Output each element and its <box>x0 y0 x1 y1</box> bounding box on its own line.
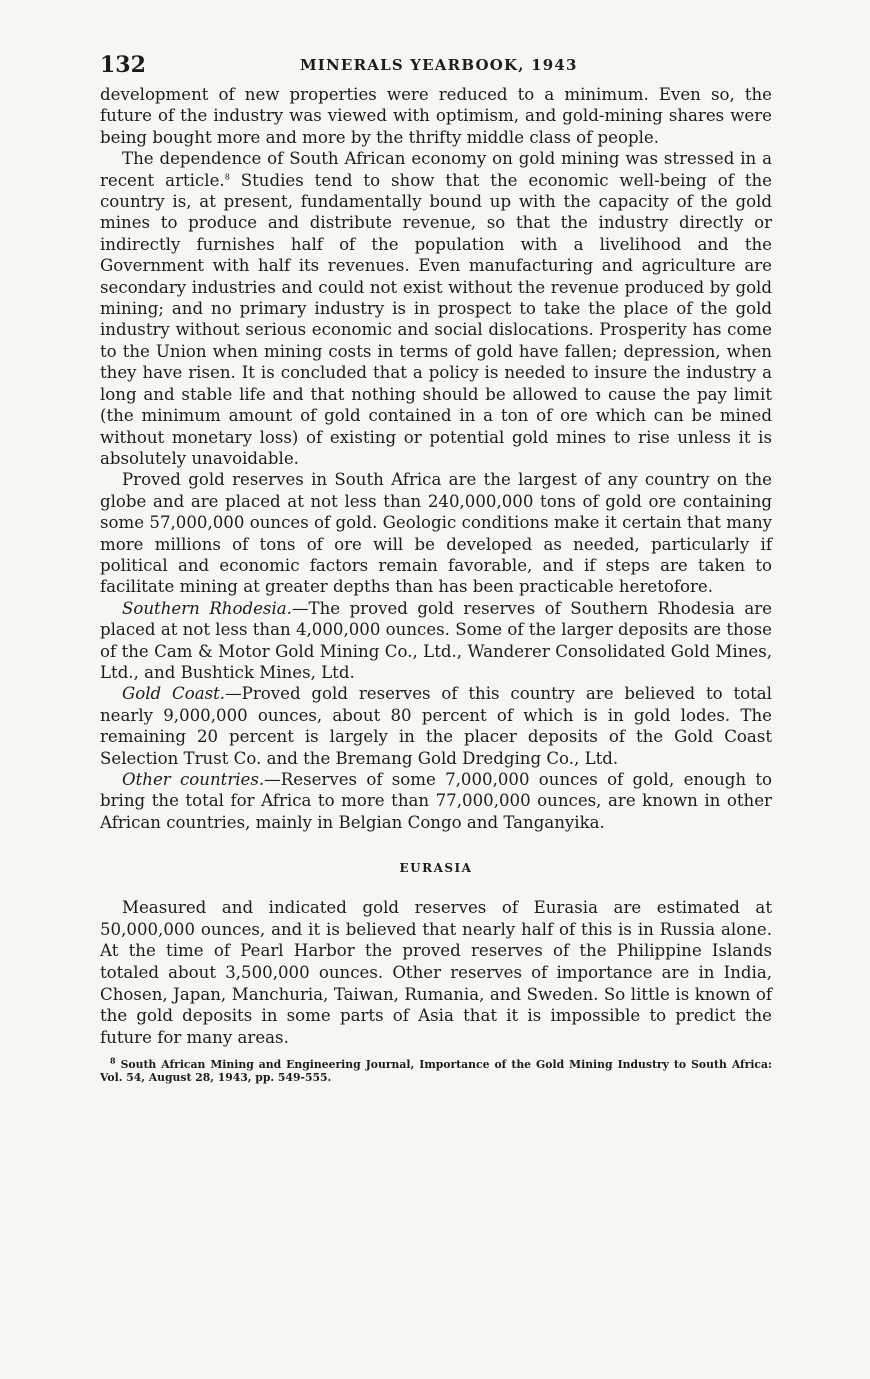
footnote-mark: 8 <box>110 1055 116 1066</box>
eurasia-section <box>100 897 772 1048</box>
paragraph-south-africa-reserves: Proved gold reserves in South Africa are the largest of any country on the globe and are placed at not less than 240,000,000 tons of gold ore containing some 57,000,000 ounces of gold. Geologic conditions make it certain that many more millions of tons of ore will be developed as needed, particularly if political and economic factors remain favorable, and if steps are taken to facilitate mining at greater depths than has been practicable heretofore. <box>100 470 772 597</box>
paragraph-economy-lead: The dependence of South African economy on gold mining was stressed in a recent article. <box>100 149 772 190</box>
paragraph-eurasia: Measured and indicated gold reserves of Eurasia are estimated at 50,000,000 ounces, and it is believed that nearly half of this is in Russia alone. At the time of Pearl Harbor the proved reserves of the Philippine Islands totaled about 3,500,000 ounces. Other reserves of importance are in India, Chosen, Japan, Manchuria, Taiwan, Rumania, and Sweden. So little is known of the gold deposits in some parts of Asia that it is impossible to predict the future for many areas. <box>100 898 772 1047</box>
paragraph-southern-rhodesia <box>100 598 772 684</box>
footnote-reference: 8 <box>224 172 230 182</box>
paragraph-continuation: development of new properties were reduced to a minimum. Even so, the future of the industry was viewed with optimism, and gold-mining shares were being bought more and more by the thrifty middle class of people. <box>100 85 772 147</box>
page-number: 132 <box>100 52 146 78</box>
running-title: MINERALS YEARBOOK, 1943 <box>300 56 578 74</box>
section-heading-eurasia: EURASIA <box>399 861 473 876</box>
paragraph-other-countries-text: —Reserves of some 7,000,000 ounces of gold, enough to bring the total for Africa to more than 77,000,000 ounces, are known in other African countries, mainly in Belgian Congo and Tanganyika. <box>100 770 772 832</box>
paragraph-other-countries <box>100 769 772 833</box>
paragraph-gold-coast-text: —Proved gold reserves of this country are believed to total nearly 9,000,000 ounces, about 80 percent of which is in gold lodes. The remaining 20 percent is largely in the placer deposits of the Gold Coast Selection Trust Co. and the Bremang Gold Dredging Co., Ltd. <box>100 684 772 768</box>
body-text <box>100 84 772 833</box>
paragraph-southern-rhodesia-text: —The proved gold reserves of Southern Rhodesia are placed at not less than 4,000,000 ounces. Some of the larger deposits are those of the Cam & Motor Gold Mining Co., Ltd., Wanderer Consolidated Gold Mines, Ltd., and Bushtick Mines, Ltd. <box>100 598 772 682</box>
footnote-text: South African Mining and Engineering Journal, Importance of the Gold Mining Industry to South Africa: Vol. 54, August 28, 1943, pp. 549-555. <box>100 1058 772 1085</box>
run-in-heading-other-countries: Other countries. <box>122 770 265 789</box>
footnote <box>100 1055 772 1085</box>
run-in-heading-gold-coast: Gold Coast. <box>122 684 226 704</box>
page <box>100 52 772 1084</box>
running-head <box>100 52 772 84</box>
paragraph-economy <box>100 148 772 469</box>
paragraph-gold-coast <box>100 683 772 769</box>
run-in-heading-southern-rhodesia: Southern Rhodesia. <box>122 598 292 618</box>
paragraph-economy-rest: Studies tend to show that the economic well-being of the country is, at present, fundamentally bound up with the capacity of the gold mines to produce and distribute revenue, so that the industry directly or indirectly furnishes half of the population with a livelihood and the Government with half its revenues. Even manufacturing and agriculture are secondary industries and could not exist without the revenue produced by gold mining; and no primary industry is in prospect to take the place of the gold industry without serious economic and social dislocations. Prosperity has come to the Union when mining costs in terms of gold have fallen; depression, when they have risen. It is concluded that a policy is needed to insure the industry a long and stable life and that nothing should be allowed to cause the pay limit (the minimum amount of gold contained in a ton of ore which can be mined without monetary loss) of existing or potential gold mines to rise unless it is absolutely unavoidable. <box>100 170 772 468</box>
